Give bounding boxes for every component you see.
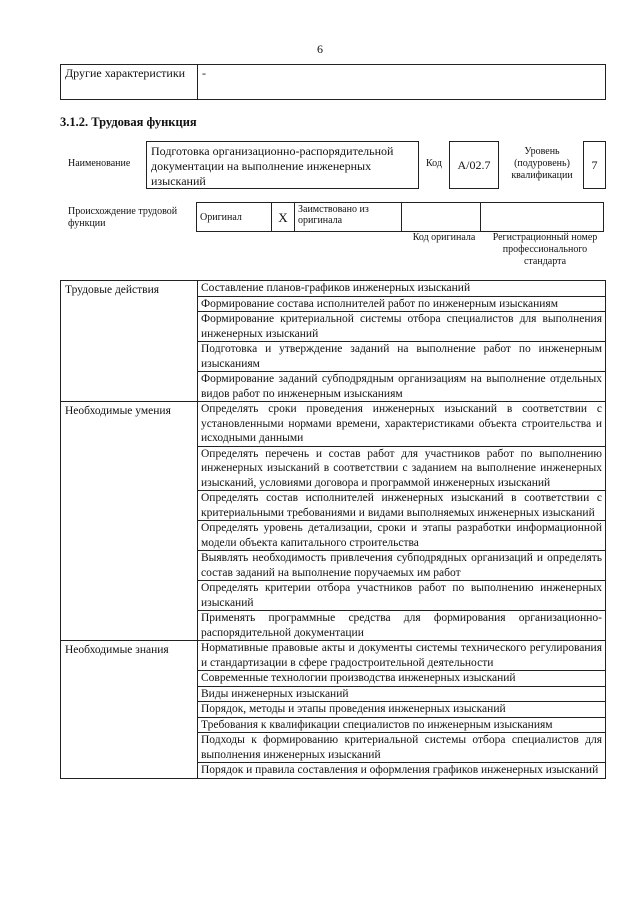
section-title: 3.1.2. Трудовая функция bbox=[60, 115, 197, 129]
section-item: Формирование состава исполнителей работ по инженерным изысканиям bbox=[198, 296, 606, 312]
section-item: Выявлять необходимость привлечения субподрядных организаций и определять состав заданий на выполнение поручаемых им работ bbox=[198, 551, 606, 581]
function-name-label: Наименование bbox=[68, 158, 131, 169]
reg-number-cell bbox=[481, 203, 604, 232]
section-item: Порядок и правила составления и оформления графиков инженерных изысканий bbox=[198, 763, 606, 779]
section-item: Применять программные средства для формирования организационно-распорядительной документации bbox=[198, 611, 606, 641]
section-item: Формирование заданий субподрядным организациям на выполнение отдельных видов работ по инженерным изысканиям bbox=[198, 372, 606, 402]
original-mark: X bbox=[272, 203, 295, 232]
original-label: Оригинал bbox=[197, 203, 272, 232]
code-original-caption: Код оригинала bbox=[412, 232, 476, 243]
section-item: Современные технологии производства инженерных изысканий bbox=[198, 671, 606, 687]
section-item: Определять уровень детализации, сроки и этапы разработки информационной модели объекта капитального строительства bbox=[198, 521, 606, 551]
section-category: Необходимые знания bbox=[61, 641, 198, 779]
borrowed-label: Заимствовано из оригинала bbox=[295, 203, 402, 232]
level-label: Уровень (подуровень) квалификации bbox=[511, 146, 573, 181]
code-value: А/02.7 bbox=[449, 141, 499, 189]
section-item: Составление планов-графиков инженерных изысканий bbox=[198, 281, 606, 297]
other-characteristics-label: Другие характеристики bbox=[61, 65, 198, 100]
level-value: 7 bbox=[583, 141, 606, 189]
section-item: Подготовка и утверждение заданий на выполнение работ по инженерным изысканиям bbox=[198, 342, 606, 372]
other-characteristics-value: - bbox=[198, 65, 606, 100]
code-original-cell bbox=[402, 203, 481, 232]
code-label: Код bbox=[426, 158, 442, 169]
table-row bbox=[61, 281, 606, 297]
section-item: Виды инженерных изысканий bbox=[198, 686, 606, 702]
page-number: 6 bbox=[317, 42, 323, 56]
section-item: Нормативные правовые акты и документы системы технического регулирования и стандартизации в сфере градостроительной деятельности bbox=[198, 641, 606, 671]
section-item: Определять сроки проведения инженерных изысканий в соответствии с установленными нормами времени, характеристиками объекта строительства и исходными данными bbox=[198, 402, 606, 447]
section-item: Подходы к формированию критериальной системы отбора специалистов для выполнения инженерных изысканий bbox=[198, 733, 606, 763]
section-item: Формирование критериальной системы отбора специалистов для выполнения инженерных изысканий bbox=[198, 312, 606, 342]
origin-table bbox=[196, 202, 604, 232]
section-item: Порядок, методы и этапы проведения инженерных изысканий bbox=[198, 702, 606, 718]
table-row bbox=[61, 402, 606, 447]
origin-label: Происхождение трудовой функции bbox=[68, 206, 178, 229]
section-category: Трудовые действия bbox=[61, 281, 198, 402]
section-item: Определять критерии отбора участников работ по выполнению инженерных изысканий bbox=[198, 581, 606, 611]
function-name-value: Подготовка организационно-распорядительной документации на выполнение инженерных изысканий bbox=[146, 141, 419, 189]
table-row bbox=[61, 641, 606, 671]
section-item: Требования к квалификации специалистов по инженерным изысканиям bbox=[198, 717, 606, 733]
section-category: Необходимые умения bbox=[61, 402, 198, 641]
other-characteristics-table bbox=[60, 64, 606, 100]
reg-number-caption: Регистрационный номер профессионального стандарта bbox=[492, 232, 598, 267]
section-item: Определять состав исполнителей инженерных изысканий в соответствии с критериальными требованиями и видами выполняемых инженерных изысканий bbox=[198, 491, 606, 521]
section-item: Определять перечень и состав работ для участников работ по выполнению инженерных изысканий в соответствии с заданием на выполнение инженерных изысканий, условиями договора и программой инженерных изысканий bbox=[198, 446, 606, 491]
labor-function-table bbox=[60, 280, 606, 779]
